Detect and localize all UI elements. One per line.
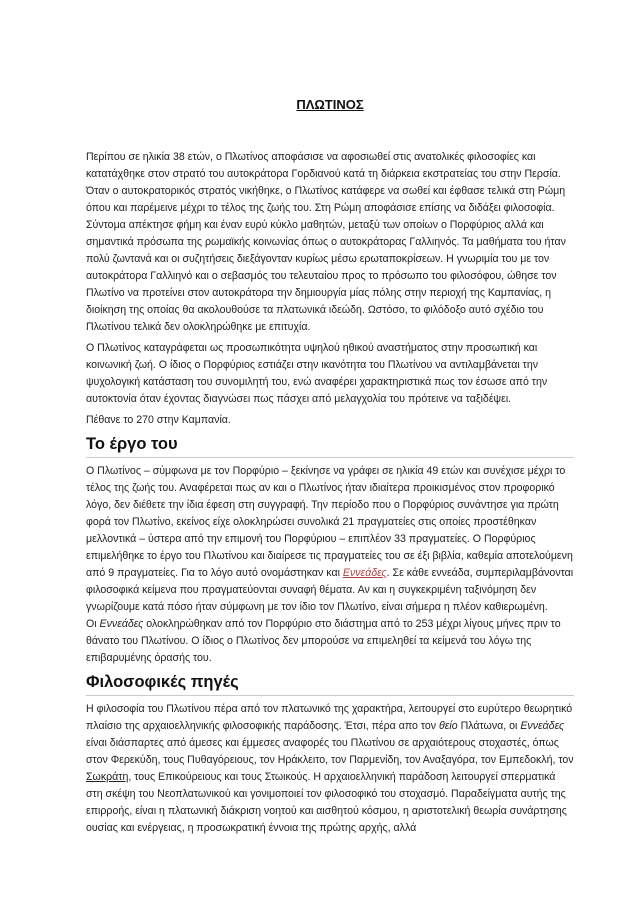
work-text-2b: ολοκληρώθηκαν από τον Πορφύριο στο διάστημα από το 253 μέχρι λίγους μήνες πριν το θάνατο του Πλωτίνου. Ο ίδιος ο Πλωτίνος δεν μπορούσε να επιμεληθεί τα κείμενά του λόγω της επιβαρυμένης όρασής του.	[86, 618, 561, 664]
intro-paragraph-3: Πέθανε το 270 στην Καμπανία.	[86, 414, 231, 426]
work-text-2-em: Εννεάδες	[99, 618, 144, 630]
sources-text-em1: θείο	[439, 720, 458, 732]
sources-paragraph-1	[86, 701, 574, 837]
intro-paragraph-2: Ο Πλωτίνος καταγράφεται ως προσωπικότητα υψηλού ηθικού αναστήματος στην προσωπική και κοινωνική ζωή. Ο ίδιος ο Πορφύριος εστιάζει στην ικανότητα του Πλωτίνου να αντιλαμβάνεται την ψυχολογική κατάσταση του συνομιλητή του, ενώ αναφέρει χαρακτηριστικά πως τον έσωσε από την αυτοκτονία όταν έχοντας διαγνώσει πως πάσχει από μελαγχολία του πρότεινε να ταξιδέψει.	[86, 342, 548, 405]
intro-paragraph-1: Περίπου σε ηλικία 38 ετών, ο Πλωτίνος αποφάσισε να αφοσιωθεί στις ανατολικές φιλοσοφίες και κατατάχθηκε στον στρατό του αυτοκράτορα Γορδιανού κατά τη διάρκεια εκστρατείας του στην Περσία. Όταν ο αυτοκρατορικός στρατός νικήθηκε, ο Πλωτίνος κατάφερε να σωθεί και έφθασε τελικά στη Ρώμη όπου και παρέμεινε μέχρι το τέλος της ζωής του. Στη Ρώμη αποφάσισε επίσης να διδάξει φιλοσοφία. Σύντομα απέκτησε φήμη και έναν ευρύ κύκλο μαθητών, μεταξύ των οποίων ο Πορφύριος αλλά και σημαντικά πρόσωπα της ρωμαϊκής κοινωνίας όπως ο αυτοκράτορας Γαλλιηνός. Τα μαθήματα του ήταν πολύ ζωντανά και οι συζητήσεις διεξάγονταν κυρίως μέσω ερωταποκρίσεων. Η γνωριμία του με τον αυτοκράτορα Γαλλιηνό και ο σεβασμός του τελευταίου προς το πρόσωπο του φιλοσόφου, ώθησε τον Πλωτίνο να προτείνει στον αυτοκράτορα την δημιουργία μίας πόλης στην περιοχή της Καμπανίας, η διοίκηση της οποίας θα ακολουθούσε τα πλατωνικά ιδεώδη. Ωστόσο, το φιλόδοξο αυτό σχέδιο του Πλωτίνου τελικά δεν ολοκληρώθηκε με επιτυχία.	[86, 151, 566, 333]
work-paragraph-2	[86, 616, 574, 667]
page-title: ΠΛΩΤΙΝΟΣ	[296, 97, 364, 112]
sources-text-b: Πλάτωνα, οι	[457, 720, 521, 732]
work-text-2a: Οι	[86, 618, 100, 630]
sources-text-c: είναι διάσπαρτες από άμεσες και έμμεσες αναφορές του Πλωτίνου σε αρχαιότερους στοχαστές, όπως στον Φερεκύδη, τους Πυθαγόρειους, τον Ηράκλειτο, τον Παρμενίδη, τον Αναξαγόρα, τον Εμπεδοκλή, τον	[86, 737, 574, 766]
socrates-link[interactable]: Σωκράτη	[86, 771, 129, 783]
enneads-link[interactable]: Εννεάδες	[342, 567, 387, 579]
work-text-1a: Ο Πλωτίνος – σύμφωνα με τον Πορφύριο – ξεκίνησε να γράφει σε ηλικία 49 ετών και συνέχισε μέχρι το τέλος της ζωής του. Αναφέρεται πως αν και ο Πλωτίνος ήταν ιδιαίτερα προικισμένος στον προφορικό λόγο, δεν διέθετε την ίδια έφεση στη συγγραφή. Την περίοδο που ο Πορφύριος συνάντησε για πρώτη φορά τον Πλωτίνο, εκείνος είχε ολοκληρώσει συνολικά 21 πραγματείες στις οποίες προστέθηκαν μελλοντικά – ύστερα από την επιμονή του Πορφύριου – επιπλέον 33 πραγματείες. Ο Πορφύριος επιμελήθηκε το έργο του Πλωτίνου και διαίρεσε τις πραγματείες του σε έξι βιβλία, καθεμία αποτελούμενη από 9 πραγματείες. Για το λόγο αυτό ονομάστηκαν και	[86, 465, 573, 579]
work-text-1b: . Σε κάθε εννεάδα, συμπεριλαμβάνονται φιλοσοφικά κείμενα που πραγματεύονται συναφή θέματα. Αν και η συγκεκριμένη ταξινόμηση δεν γνωρίζουμε κατά πόσο ήταν σύμφωνη με τον ίδιο τον Πλωτίνο, είναι σήμερα η πλέον καθιερωμένη.	[86, 567, 574, 613]
document-page	[86, 96, 574, 841]
sources-text-d: , τους Επικούρειους και τους Στωικούς. Η αρχαιοελληνική παράδοση λειτουργεί σπερματικά στη σκέψη του Νεοπλατωνικού και γονιμοποιεί τον φιλοσοφικό του στοχασμό. Παραδείγματα αυτής της επιρροής, είναι η πλατωνική διάκριση νοητού και αισθητού κόσμου, η αριστοτελική θεωρία συνάρτησης ουσίας και ενέργειας, η προσωκρατική έννοια της πρώτης αρχής, αλλά	[86, 771, 567, 834]
section-heading-sources: Φιλοσοφικές πηγές	[86, 671, 574, 696]
section-heading-work: Το έργο του	[86, 433, 574, 458]
sources-text-em2: Εννεάδες	[520, 720, 565, 732]
sources-text-a: Η φιλοσοφία του Πλωτίνου πέρα από τον πλατωνικό της χαρακτήρα, λειτουργεί στο ευρύτερο θεωρητικό πλαίσιο της αρχαιοελληνικής φιλοσοφικής παράδοσης. Έτσι, πέρα απο τον	[86, 703, 573, 732]
work-paragraph-1	[86, 463, 574, 616]
